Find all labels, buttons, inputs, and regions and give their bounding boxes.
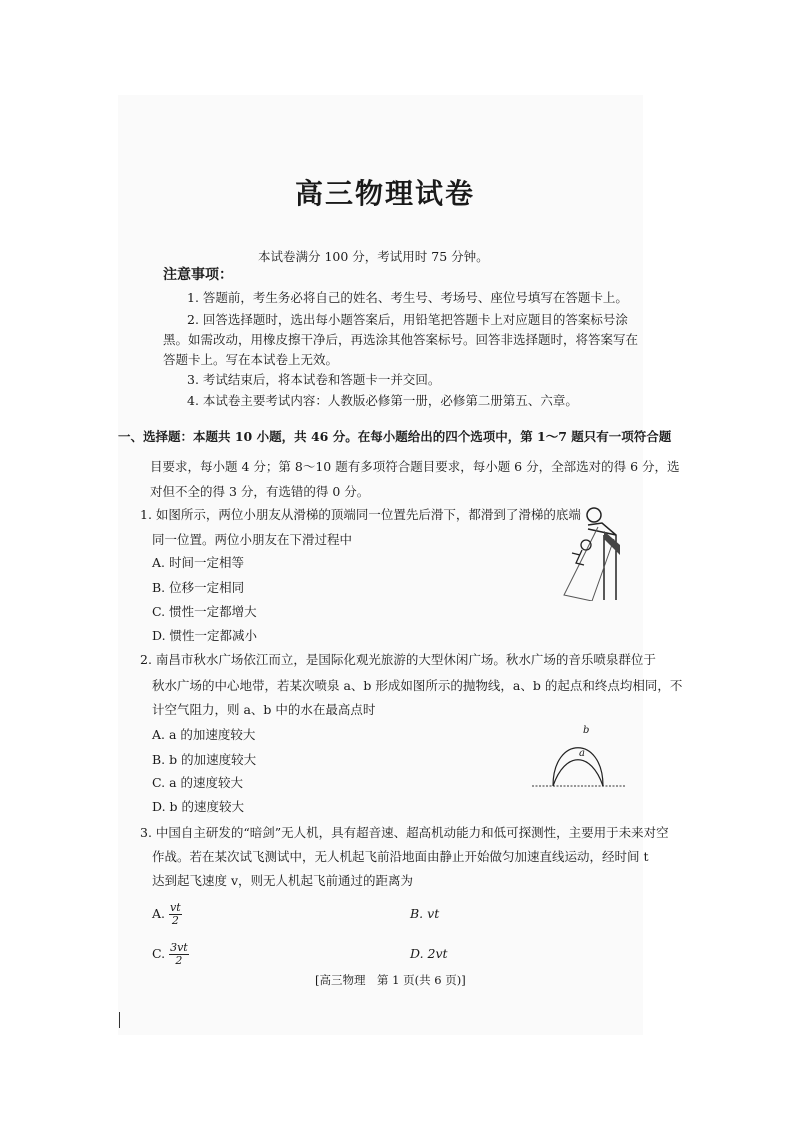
- q3-option-b: B. vt: [410, 906, 440, 921]
- numerator: 3vt: [170, 941, 188, 954]
- numerator: vt: [170, 901, 181, 914]
- fraction: [169, 942, 189, 967]
- q1-stem: 1. 如图所示，两位小朋友从滑梯的顶端同一位置先后滑下，都滑到了滑梯的底端: [140, 507, 581, 522]
- notice-item: 2. 回答选择题时，选出每小题答案后，用铅笔把答题卡上对应题目的答案标号涂: [187, 312, 628, 327]
- fountain-parabola-figure: [528, 725, 628, 790]
- q3-option-c: [152, 940, 189, 968]
- notice-item: 1. 答题前，考生务必将自己的姓名、考生号、考场号、座位号填写在答题卡上。: [187, 290, 628, 305]
- notice-item: 4. 本试卷主要考试内容：人教版必修第一册，必修第二册第五、六章。: [187, 393, 578, 408]
- page-title: 高三物理试卷: [294, 177, 475, 210]
- scan-edge-mark: [119, 1012, 120, 1028]
- q1-option-d: D. 惯性一定都减小: [152, 628, 258, 643]
- section-text: 目要求，每小题 4 分；第 8～10 题有多项符合题目要求，每小题 6 分，全部选对的得 6 分，选: [150, 459, 680, 474]
- q3-option-d: D. 2vt: [410, 946, 448, 961]
- label-b: b: [583, 725, 590, 736]
- label-a: a: [579, 748, 585, 759]
- q1-option-b: B. 位移一定相同: [152, 580, 245, 595]
- q2-option-a: A. a 的加速度较大: [152, 727, 256, 742]
- page-footer: [高三物理 第 1 页(共 6 页)]: [315, 973, 466, 987]
- q2-stem: 计空气阻力，则 a、b 中的水在最高点时: [152, 702, 376, 717]
- q2-option-d: D. b 的速度较大: [152, 799, 244, 814]
- q3-stem: 达到起飞速度 v，则无人机起飞前通过的距离为: [152, 873, 414, 888]
- fraction: [169, 902, 182, 927]
- q3-stem: 3. 中国自主研发的“暗剑”无人机，具有超音速、超高机动能力和低可探测性，主要用于未来对空: [140, 825, 669, 840]
- q1-stem: 同一位置。两位小朋友在下滑过程中: [152, 532, 353, 547]
- q1-option-a: A. 时间一定相等: [152, 555, 244, 570]
- section-heading: 一、选择题：本题共 10 小题，共 46 分。在每小题给出的四个选项中，第 1～7 题只有一项符合题: [118, 429, 672, 444]
- section-text: 对但不全的得 3 分，有选错的得 0 分。: [150, 484, 370, 499]
- slide-figure: [558, 505, 620, 601]
- notice-item: 答题卡上。写在本试卷上无效。: [163, 352, 339, 367]
- option-letter: C.: [152, 946, 166, 961]
- notice-heading: 注意事项：: [163, 267, 233, 283]
- subtitle: 本试卷满分 100 分，考试用时 75 分钟。: [258, 249, 489, 264]
- denominator: 2: [171, 914, 179, 927]
- option-letter: A.: [152, 906, 166, 921]
- q3-option-a: [152, 900, 182, 928]
- q3-stem: 作战。若在某次试飞测试中，无人机起飞前沿地面由静止开始做匀加速直线运动，经时间 t: [152, 849, 649, 864]
- q2-stem: 2. 南昌市秋水广场依江而立，是国际化观光旅游的大型休闲广场。秋水广场的音乐喷泉群位于: [140, 652, 656, 667]
- q2-stem: 秋水广场的中心地带，若某次喷泉 a、b 形成如图所示的抛物线，a、b 的起点和终点均相同，不: [152, 678, 683, 693]
- q2-option-b: B. b 的加速度较大: [152, 752, 257, 767]
- q2-option-c: C. a 的速度较大: [152, 775, 243, 790]
- notice-item: 黑。如需改动，用橡皮擦干净后，再选涂其他答案标号。回答非选择题时，将答案写在: [163, 332, 639, 347]
- denominator: 2: [175, 954, 183, 967]
- q1-option-c: C. 惯性一定都增大: [152, 604, 257, 619]
- notice-item: 3. 考试结束后，将本试卷和答题卡一并交回。: [187, 372, 441, 387]
